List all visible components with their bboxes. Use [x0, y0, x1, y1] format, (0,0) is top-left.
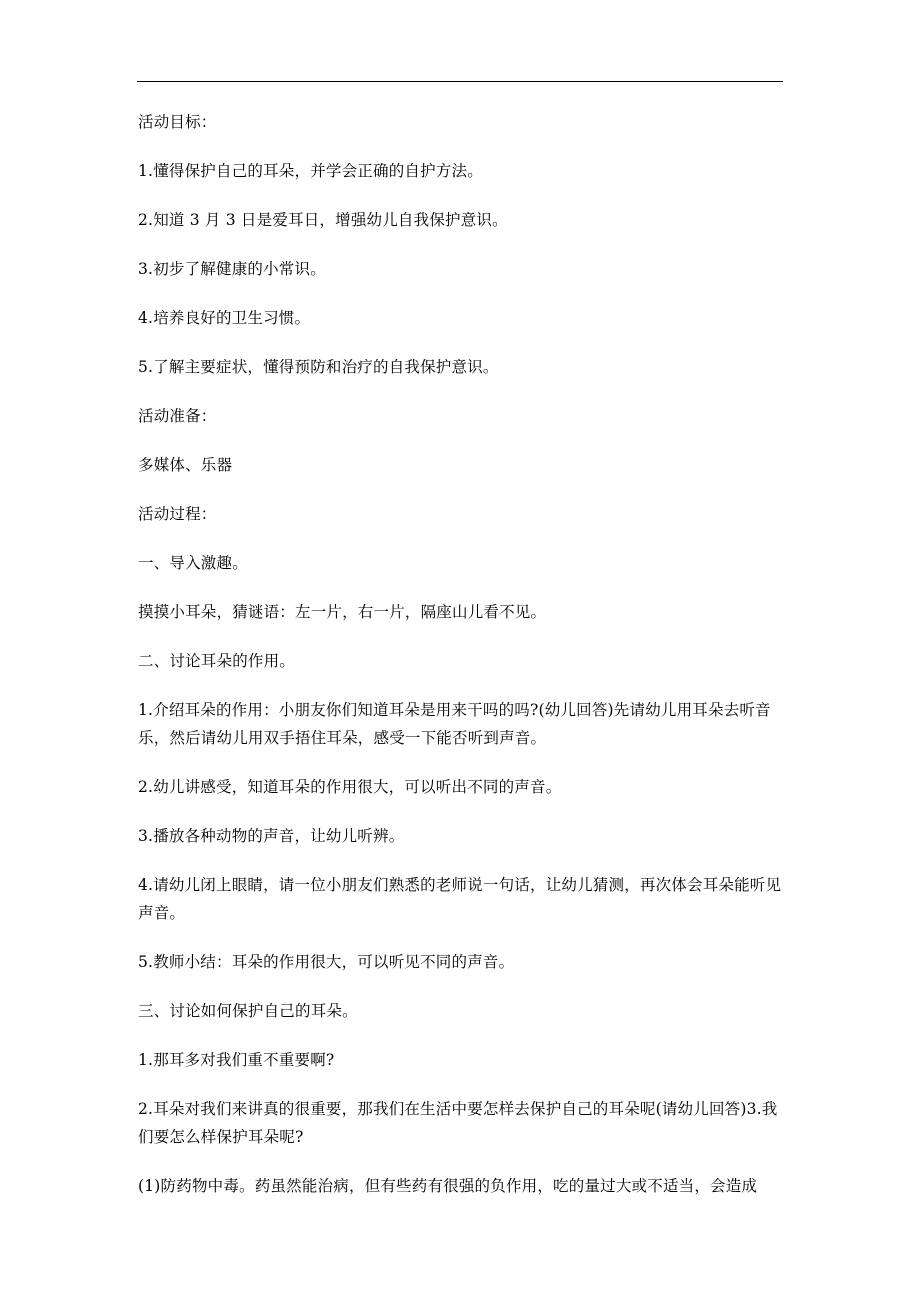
paragraph-prep-items: 多媒体、乐器 — [138, 456, 233, 474]
paragraph-goal-1: 1.懂得保护自己的耳朵，并学会正确的自护方法。 — [138, 162, 483, 180]
paragraph-goal-2: 2.知道 3 月 3 日是爱耳日，增强幼儿自我保护意识。 — [138, 211, 508, 229]
paragraph-step-2-4: 4.请幼儿闭上眼睛，请一位小朋友们熟悉的老师说一句话，让幼儿猜测，再次体会耳朵能听见声音。 — [138, 876, 782, 922]
paragraph-goal-3: 3.初步了解健康的小常识。 — [138, 260, 326, 278]
paragraph-step-2-1: 1.介绍耳朵的作用：小朋友你们知道耳朵是用来干吗的吗?(幼儿回答)先请幼儿用耳朵去听音乐，然后请幼儿用双手捂住耳朵，感受一下能否听到声音。 — [138, 701, 771, 747]
paragraph-step-2-5: 5.教师小结：耳朵的作用很大，可以听见不同的声音。 — [138, 953, 515, 971]
paragraph-step-3-1: 1.那耳多对我们重不重要啊? — [138, 1051, 335, 1069]
paragraph-process-heading: 活动过程： — [138, 505, 217, 523]
paragraph-goal-5: 5.了解主要症状，懂得预防和治疗的自我保护意识。 — [138, 358, 499, 376]
document-body — [138, 108, 786, 1221]
paragraph-prep-heading: 活动准备： — [138, 407, 217, 425]
paragraph-riddle: 摸摸小耳朵，猜谜语：左一片，右一片，隔座山儿看不见。 — [138, 603, 547, 621]
paragraph-step-2-3: 3.播放各种动物的声音，让幼儿听辨。 — [138, 827, 405, 845]
paragraph-section-1: 一、导入激趣。 — [138, 554, 248, 572]
paragraph-section-2: 二、讨论耳朵的作用。 — [138, 652, 296, 670]
paragraph-step-3-2: 2.耳朵对我们来讲真的很重要，那我们在生活中要怎样去保护自己的耳朵呢(请幼儿回答)3.我们要怎么样保护耳朵呢? — [138, 1100, 778, 1146]
paragraph-section-3: 三、讨论如何保护自己的耳朵。 — [138, 1002, 358, 1020]
paragraph-goals-heading: 活动目标： — [138, 113, 217, 131]
paragraph-step-3-3: (1)防药物中毒。药虽然能治病，但有些药有很强的负作用，吃的量过大或不适当，会造成 — [138, 1177, 758, 1195]
header-rule — [137, 81, 783, 82]
paragraph-step-2-2: 2.幼儿讲感受，知道耳朵的作用很大，可以听出不同的声音。 — [138, 778, 562, 796]
paragraph-goal-4: 4.培养良好的卫生习惯。 — [138, 309, 311, 327]
